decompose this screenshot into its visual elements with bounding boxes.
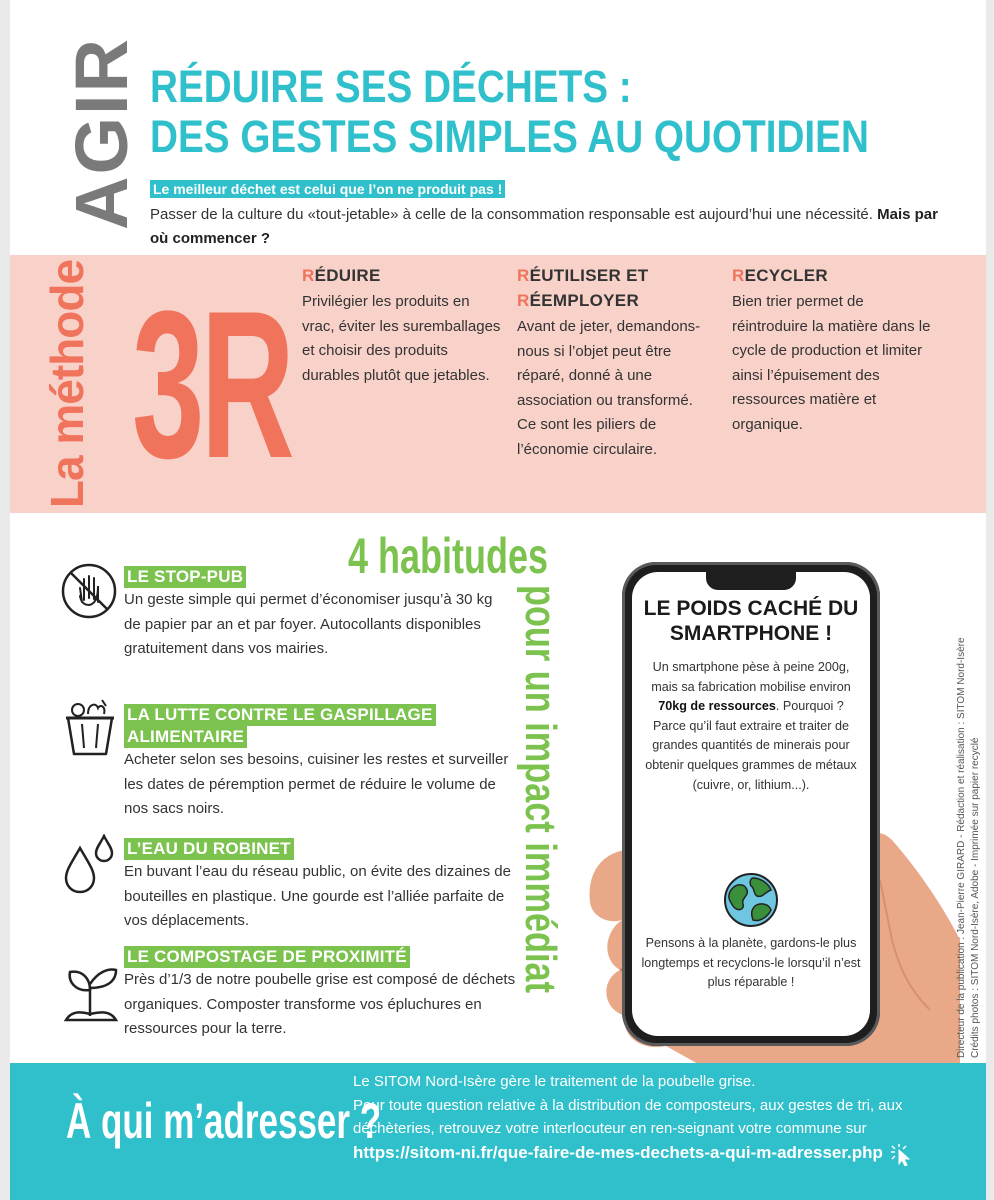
column-heading: RÉDUIRE — [302, 266, 381, 285]
intro-paragraph — [150, 203, 950, 251]
credits-line-1: Directeur de la publication : Jean-Pierre GIRARD - Rédaction et réalisation : SITOM Nord-Isère — [956, 637, 967, 1058]
method-big-3r: 3R — [132, 267, 292, 502]
intro-bold: Mais par où commencer ? — [150, 206, 938, 247]
habit-text: Près d’1/3 de notre poubelle grise est composé de déchets organiques. Composter transforme vos épluchures en ressources pour la terre. — [124, 971, 516, 1037]
habit-eau-robinet — [124, 838, 519, 934]
footer-link[interactable]: https://sitom-ni.fr/que-faire-de-mes-dechets-a-qui-m-adresser.php — [353, 1142, 883, 1162]
intro-text: Passer de la culture du «tout-jetable» à celle de la consommation responsable est aujourd’hui une nécessité. — [150, 206, 873, 223]
page — [10, 0, 986, 1200]
column-reutiliser — [517, 263, 712, 462]
habit-gaspillage — [124, 704, 514, 822]
page-title — [150, 62, 869, 162]
column-reduire — [302, 263, 502, 388]
column-heading: RECYCLER — [732, 266, 828, 285]
method-label: La méthode — [41, 259, 93, 509]
habit-text: Acheter selon ses besoins, cuisiner les restes et surveiller les dates de péremption permet de réduire le volume de nos sacs noirs. — [124, 751, 509, 817]
habit-tag: LE STOP-PUB — [124, 566, 246, 588]
food-basket-icon — [62, 696, 118, 758]
column-recycler — [732, 263, 932, 437]
column-heading: RÉUTILISER ET RÉEMPLOYER — [517, 266, 649, 310]
habit-tag: L’EAU DU ROBINET — [124, 838, 294, 860]
credits — [955, 538, 983, 1058]
title-line-2: DES GESTES SIMPLES AU QUOTIDIEN — [150, 111, 869, 162]
habit-text: Un geste simple qui permet d’économiser jusqu’à 30 kg de papier par an et par foyer. Autocollants disponibles gratuitement dans vos mairies. — [124, 591, 493, 657]
phone-title: LE POIDS CACHÉ DU SMARTPHONE ! — [643, 597, 859, 645]
habit-tag-line-2: ALIMENTAIRE — [124, 726, 247, 748]
phone-text-bold: 70kg de ressources — [658, 699, 776, 714]
contact-footer — [10, 1063, 986, 1200]
stop-hand-icon — [60, 562, 118, 620]
water-drops-icon — [62, 834, 122, 896]
footer-line-2: Pour toute question relative à la distribution de composteurs, aux gestes de tri, aux déchèteries, retrouvez votre interlocuteur en ren-seignant votre commune sur — [353, 1096, 903, 1137]
phone-text: Un smartphone pèse à peine 200g, mais sa fabrication mobilise environ 70kg de ressources. Pourquoi ? Parce qu’il faut extraire et traiter de grandes quantités de minerais pour obtenir quelques grammes de métaux (cuivre, or, lithium...). — [645, 660, 857, 792]
phone-footer-text: Pensons à la planète, gardons-le plus longtemps et recyclons-le lorsqu’il n’est plus réparable ! — [641, 936, 861, 990]
habits-title: 4 habitudes — [348, 528, 549, 584]
title-line-1: RÉDUIRE SES DÉCHETS : — [150, 61, 632, 112]
column-text: Avant de jeter, demandons-nous si l’objet peut être réparé, donné à une association ou transformé. Ce sont les piliers de l’économie circulaire. — [517, 318, 701, 458]
habits-vertical-title: pour un impact immédiat — [516, 585, 565, 994]
section-label: AGIR — [60, 37, 143, 230]
credits-line-2: Crédits photos : SITOM Nord-Isère, Adobe - Imprimée sur papier recyclé — [970, 737, 981, 1058]
habit-stop-pub — [124, 566, 499, 662]
footer-line-1: Le SITOM Nord-Isère gère le traitement de la poubelle grise. — [353, 1073, 756, 1090]
phone-notch — [706, 572, 796, 590]
phone-screen — [632, 572, 870, 1036]
column-text: Bien trier permet de réintroduire la matière dans le cycle de production et limiter ainsi l’épuisement des ressources matière et organique. — [732, 293, 931, 433]
smartphone — [622, 562, 880, 1046]
habit-text: En buvant l’eau du réseau public, on évite des dizaines de bouteilles en plastique. Une gourde est l’alliée parfaite de vos déplacements. — [124, 863, 511, 929]
column-text: Privilégier les produits en vrac, éviter les suremballages et choisir des produits durables plutôt que jetables. — [302, 293, 501, 384]
habit-compostage — [124, 946, 519, 1042]
habit-tag: LE COMPOSTAGE DE PROXIMITÉ — [124, 946, 410, 968]
sprout-icon — [58, 958, 122, 1024]
method-3r-band — [10, 255, 986, 513]
click-cursor-icon — [887, 1142, 921, 1166]
habit-tag: LA LUTTE CONTRE LE GASPILLAGE — [124, 704, 436, 726]
highlight-tagline: Le meilleur déchet est celui que l’on ne produit pas ! — [150, 180, 505, 198]
earth-icon — [723, 872, 779, 928]
footer-title: À qui m’adresser ? — [66, 1093, 382, 1149]
footer-text — [353, 1070, 973, 1166]
